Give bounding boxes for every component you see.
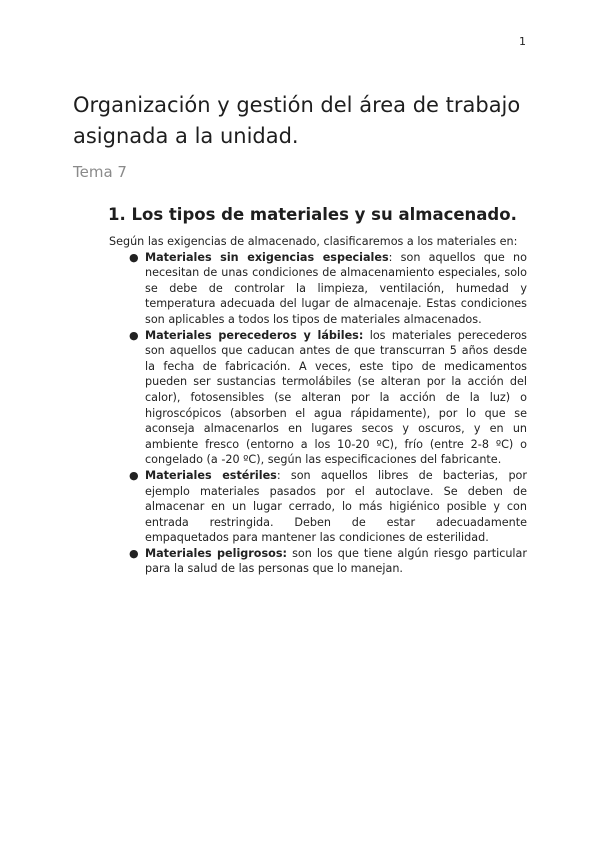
item-term: Materiales estériles: [145, 468, 277, 482]
item-text: son los que tiene algún riesgo particular para la salud de las personas que lo manejan.: [145, 546, 527, 576]
item-text: los materiales perecederos son aquellos que caducan antes de que transcurran 5 años desde la fecha de fabricación. A veces, este tipo de medicamentos pueden ser sustancias termolábiles (se alteran por la acción del calor), fotosensibles (se alteran por la acción de la luz) o higroscópicos (absorben el agua rápidamente), por lo que se aconseja almacenarlos en lugares secos y oscuros, y en un ambiente fresco (entorno a los 10-20 ºC), frío (entre 2-8 ºC) o congelado (a -20 ºC), según las especificaciones del fabricante.: [145, 328, 527, 467]
document-subtitle: Tema 7: [73, 163, 127, 181]
bullet-icon: ●: [129, 250, 139, 264]
page-number: 1: [519, 35, 526, 48]
bullet-icon: ●: [129, 328, 139, 342]
list-item: [129, 250, 527, 328]
intro-paragraph: Según las exigencias de almacenado, clasificaremos a los materiales en:: [109, 235, 518, 248]
list-item: [129, 328, 527, 468]
document-body: [73, 234, 527, 577]
item-text: : son aquellos libres de bacterias, por ejemplo materiales pasados por el autoclave. Se deben de almacenar en un lugar cerrado, lo más higiénico posible y con entrada restringida. Deben de estar adecuadamente empaquetados para mantener las condiciones de esterilidad.: [145, 468, 527, 545]
list-item: [129, 468, 527, 546]
section-heading: 1. Los tipos de materiales y su almacenado.: [108, 205, 517, 224]
item-term: Materiales peligrosos:: [145, 546, 287, 560]
item-term: Materiales sin exigencias especiales: [145, 250, 389, 264]
document-title: Organización y gestión del área de trabajo asignada a la unidad.: [73, 93, 521, 148]
item-text: : son aquellos que no necesitan de unas condiciones de almacenamiento especiales, solo se debe de controlar la limpieza, ventilación, humedad y temperatura adecuada del lugar de almacenaje. Estas condiciones son aplicables a todos los tipos de materiales almacenados.: [145, 250, 527, 326]
list-item: [129, 546, 527, 577]
bullet-icon: ●: [129, 546, 139, 560]
bullet-icon: ●: [129, 468, 139, 482]
materials-list: [73, 250, 527, 577]
item-term: Materiales perecederos y lábiles:: [145, 328, 364, 342]
